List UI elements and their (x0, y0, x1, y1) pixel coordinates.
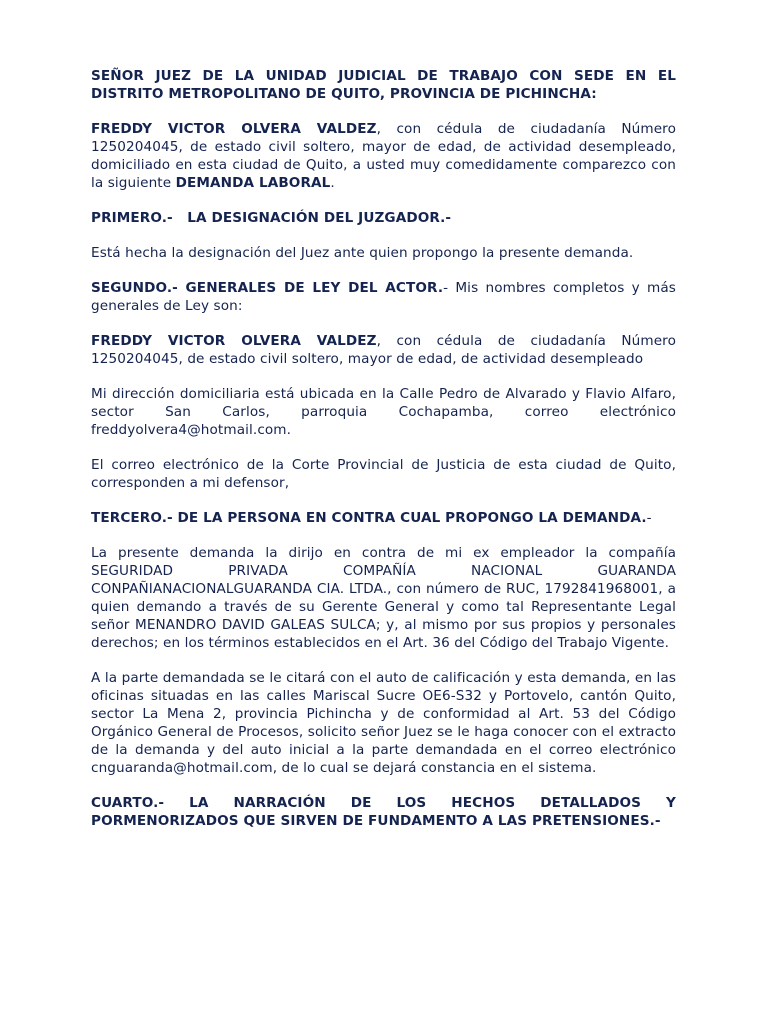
section1-body: Está hecha la designación del Juez ante quien propongo la presente demanda. (91, 245, 634, 261)
address-heading: SEÑOR JUEZ DE LA UNIDAD JUDICIAL DE TRABAJO CON SEDE EN EL DISTRITO METROPOLITANO DE QUITO, PROVINCIA DE PICHINCHA: (91, 68, 676, 102)
section1-heading: PRIMERO.- LA DESIGNACIÓN DEL JUZGADOR.- (91, 210, 452, 226)
section4-heading: CUARTO.- LA NARRACIÓN DE LOS HECHOS DETALLADOS Y PORMENORIZADOS QUE SIRVEN DE FUNDAMENTO A LAS PRETENSIONES.- (91, 795, 676, 829)
section2-details (91, 332, 676, 368)
document-page (91, 67, 676, 847)
section3-body1: La presente demanda la dirijo en contra de mi ex empleador la compañía SEGURIDAD PRIVADA COMPAÑÍA NACIONAL GUARANDA CONPAÑIANACIONALGUARANDA CIA. LTDA., con número de RUC, 1792841968001, a quien demando a través de su Gerente General y como tal Representante Legal señor MENANDRO DAVID GALEAS SULCA; y, al mismo por sus propios y personales derechos; en los términos establecidos en el Art. 36 del Código del Trabajo Vigente. (91, 545, 676, 651)
section3-heading-rest: - (646, 510, 652, 526)
plaintiff-name-2: FREDDY VICTOR OLVERA VALDEZ (91, 333, 377, 349)
section2-heading-rest: - Mis nombres completos y más generales de Ley son: (91, 280, 676, 314)
plaintiff-name: FREDDY VICTOR OLVERA VALDEZ (91, 121, 377, 137)
demand-label: DEMANDA LABORAL (175, 175, 331, 191)
intro-paragraph (91, 120, 676, 192)
section2-heading-label: SEGUNDO.- GENERALES DE LEY DEL ACTOR. (91, 280, 444, 296)
section2-details-text: , con cédula de ciudadanía Número 1250204045, de estado civil soltero, mayor de edad, de actividad desempleado (91, 333, 676, 367)
intro-text: , con cédula de ciudadanía Número 1250204045, de estado civil soltero, mayor de edad, de actividad desempleado, domiciliado en esta ciudad de Quito, a usted muy comedidamente comparezco con la siguiente (91, 121, 676, 191)
section2-court-email: El correo electrónico de la Corte Provincial de Justicia de esta ciudad de Quito, corresponden a mi defensor, (91, 457, 676, 491)
section3-body2: A la parte demandada se le citará con el auto de calificación y esta demanda, en las oficinas situadas en las calles Mariscal Sucre OE6-S32 y Portovelo, cantón Quito, sector La Mena 2, provincia Pichincha y de conformidad al Art. 53 del Código Orgánico General de Procesos, solicito señor Juez se le haga conocer con el extracto de la demanda y del auto inicial a la parte demandada en el correo electrónico cnguaranda@hotmail.com, de lo cual se dejará constancia en el sistema. (91, 670, 676, 776)
intro-end: . (330, 175, 335, 191)
section3-heading (91, 509, 676, 527)
section3-heading-label: TERCERO.- DE LA PERSONA EN CONTRA CUAL PROPONGO LA DEMANDA. (91, 510, 647, 526)
section2-address: Mi dirección domiciliaria está ubicada en la Calle Pedro de Alvarado y Flavio Alfaro, sector San Carlos, parroquia Cochapamba, correo electrónico freddyolvera4@hotmail.com. (91, 386, 676, 438)
section2-heading (91, 279, 676, 315)
